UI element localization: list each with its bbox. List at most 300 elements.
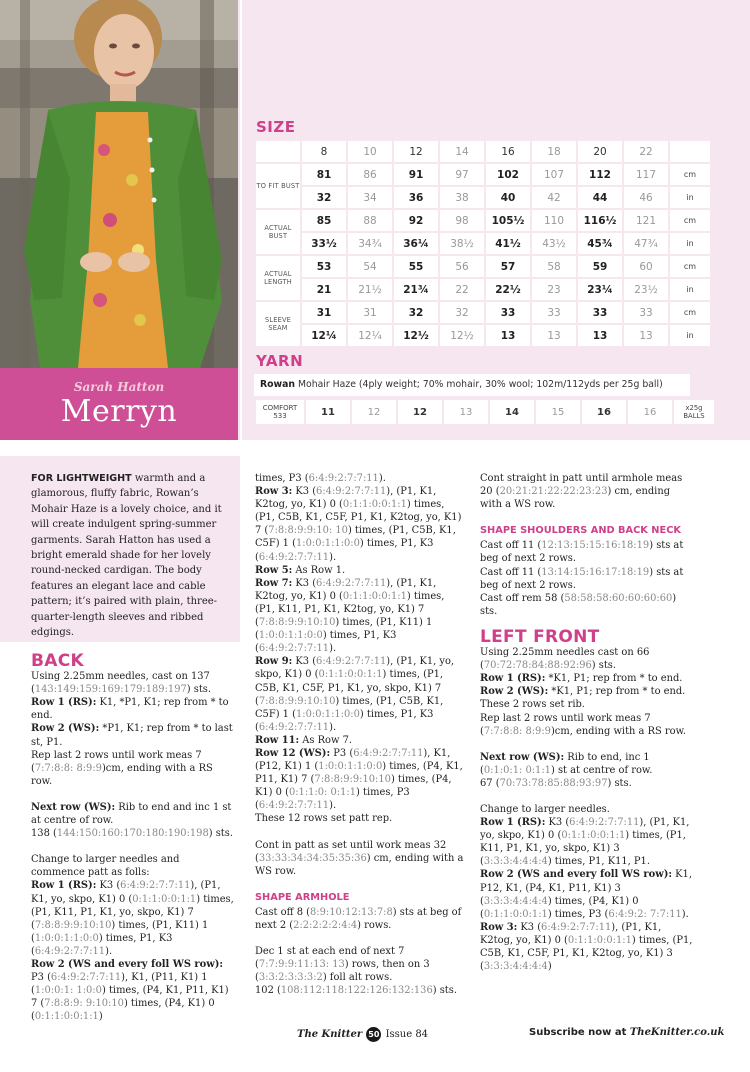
row-label: Row 1 (RS): [31, 697, 97, 709]
unit-corner [670, 141, 710, 162]
value-cell: 54 [348, 256, 392, 277]
value-cell: 32 [302, 187, 346, 208]
row-label: Row 3: [255, 486, 293, 498]
size-values: 7:7:8:8: 8:9:9 [483, 725, 551, 737]
row-label: SLEEVE SEAM [256, 302, 300, 346]
ball-count: 14 [490, 400, 534, 424]
text: ) st at centre of row. [550, 764, 653, 776]
value-cell: 41½ [486, 233, 530, 254]
text: Rep last 2 rows until work meas 7 ( [480, 712, 651, 737]
measurement-row [256, 256, 710, 277]
row-label: TO FIT BUST [256, 164, 300, 208]
row-label: ACTUAL LENGTH [256, 256, 300, 300]
text: ). [378, 473, 386, 484]
text: ) times, (P4, K1, P11, K1) 7 ( [31, 985, 229, 1010]
value-cell: 13 [532, 325, 576, 346]
text: )cm, ending with a RS row. [31, 762, 213, 787]
text: ) cm, ending with a WS row. [255, 852, 464, 877]
value-cell: 23¼ [578, 279, 622, 300]
text: ) times, (P1, K11, P1, K1, yo, skpo, K1) 3 ( [480, 830, 686, 868]
instruction: Change to larger needles and commence patt as folls: [31, 854, 180, 879]
row-label: Row 2 (WS and every foll WS row): [31, 958, 224, 970]
value-cell: 88 [348, 210, 392, 231]
value-cell: 23½ [624, 279, 668, 300]
intro-text [31, 471, 231, 640]
text: Cast off 11 ( [480, 566, 542, 578]
text: ) times, P1, K11, P1. [547, 856, 650, 868]
value-cell: 55 [394, 256, 438, 277]
size-heading: SIZE [256, 118, 296, 136]
text: )cm, ending with a RS row. [550, 725, 687, 737]
value-cell: 36¼ [394, 233, 438, 254]
text: ) times, (P1, C5B, K1, C5F) 1 ( [255, 525, 456, 550]
instruction: These 12 rows set patt rep. [255, 813, 393, 825]
text: Rib to end, inc 1 ( [480, 751, 650, 776]
value-cell: 38½ [440, 233, 484, 254]
text: ), (P1, K1, K2tog, yo, K1) 0 ( [480, 921, 662, 946]
value-cell: 112 [578, 164, 622, 185]
size-values: 1:0:0:1:1:0:0 [34, 932, 99, 944]
value-cell: 85 [302, 210, 346, 231]
instruction [480, 685, 694, 698]
issue-number: Issue 84 [385, 1029, 429, 1040]
instruction [31, 749, 236, 788]
instruction [255, 906, 467, 932]
value-cell: 34¾ [348, 233, 392, 254]
unit-cell: cm [670, 302, 710, 323]
text: ), (P1, K1, yo, skpo, K1) 0 ( [31, 880, 221, 905]
instruction [255, 747, 467, 812]
unit-cell: cm [670, 164, 710, 185]
size-values: 6:4:9:2:7:7:11 [316, 577, 387, 589]
text: ) rows. [357, 920, 392, 931]
text: P3 ( [330, 747, 354, 759]
instruction [255, 577, 467, 656]
text: 67 ( [480, 777, 500, 789]
measurement-row [256, 210, 710, 231]
value-cell: 34 [348, 187, 392, 208]
row-label: Row 1 (RS): [31, 880, 97, 892]
ball-count: 11 [306, 400, 350, 424]
text: ) times, P3 ( [547, 908, 609, 920]
text: ) sts at beg of next 2 rows. [480, 566, 684, 591]
value-cell: 33 [532, 302, 576, 323]
text: ) sts. [607, 777, 632, 789]
ball-count: 16 [582, 400, 626, 424]
measurement-row [256, 164, 710, 185]
column-2 [255, 472, 467, 997]
row-label: Next row (WS): [480, 751, 565, 763]
shape-shoulders-heading: SHAPE SHOULDERS AND BACK NECK [480, 525, 681, 537]
left-front-heading: LEFT FRONT [480, 626, 600, 647]
size-cell: 16 [486, 141, 530, 162]
text: Cont straight in patt until armhole meas 20 ( [480, 473, 683, 498]
text: ) times, (P4, K1) 0 ( [480, 895, 639, 920]
text: ). [329, 643, 337, 655]
text: *K1, P1; rep from * to end. [548, 686, 686, 698]
text: ) sts at beg of next 2 ( [255, 906, 462, 931]
model-photo [0, 0, 238, 368]
size-values: 6:4:9:2:7:7:11 [541, 921, 612, 933]
text: ) times, P1, K3 ( [31, 932, 173, 957]
row-label: Row 3: [480, 921, 518, 933]
text: ). [105, 945, 113, 957]
text: Cast off rem 58 ( [480, 592, 565, 604]
text: Rep last 2 rows until work meas 7 ( [31, 749, 202, 774]
row-label: Row 12 (WS): [255, 747, 331, 759]
size-values: 6:4:9:2:7:7:11 [258, 643, 330, 655]
text: Cast off 8 ( [255, 906, 310, 918]
instruction [31, 696, 236, 722]
instruction [480, 472, 694, 511]
instruction [480, 868, 694, 920]
instruction [480, 539, 694, 565]
value-cell: 57 [486, 256, 530, 277]
text: Using 2.25mm needles cast on 66 ( [480, 647, 650, 672]
value-cell: 81 [302, 164, 346, 185]
value-cell: 117 [624, 164, 668, 185]
size-values: 13:14:15:16:17:18:19 [541, 566, 650, 578]
ball-count: 16 [628, 400, 672, 424]
instruction [255, 945, 467, 984]
text: K3 ( [545, 817, 570, 829]
row-label: Row 9: [255, 656, 293, 668]
value-cell: 59 [578, 256, 622, 277]
size-values: 6:4:9:2:7:7:11 [50, 972, 122, 984]
text: K3 ( [517, 921, 542, 933]
value-cell: 33 [486, 302, 530, 323]
page-number: 50 [366, 1027, 381, 1042]
value-cell: 102 [486, 164, 530, 185]
size-values: 70:72:78:84:88:92:96 [483, 660, 592, 672]
text: ) times, (P4, K1) 0 ( [255, 774, 452, 799]
value-cell: 56 [440, 256, 484, 277]
value-cell: 60 [624, 256, 668, 277]
row-label: Row 1 (RS): [480, 817, 546, 829]
yarn-row [256, 400, 714, 424]
size-values: 3:3:3:4:4:4:4 [483, 895, 548, 907]
size-values: 1:0:0:1:1:0:0 [318, 761, 383, 773]
text: Dec 1 st at each end of next 7 ( [255, 946, 405, 971]
back-heading: BACK [31, 651, 84, 671]
value-cell: 33 [624, 302, 668, 323]
size-values: 0:1:1:0:0:1:1 [342, 499, 407, 511]
measurement-row [256, 187, 710, 208]
value-cell: 12½ [394, 325, 438, 346]
text: ) times, P1, K3 ( [255, 630, 397, 655]
value-cell: 22½ [486, 279, 530, 300]
size-values: 1:0:0:1:1:0:0 [258, 630, 323, 642]
magazine-name: The Knitter [297, 1029, 363, 1040]
text: ) rows, then on 3 ( [255, 959, 430, 984]
yarn-brand: Rowan [260, 379, 296, 390]
footer-subscribe [529, 1027, 724, 1038]
text: K3 ( [96, 880, 121, 892]
size-row [256, 141, 710, 162]
text: ). [329, 721, 337, 733]
text: times, P3 ( [255, 473, 309, 484]
value-cell: 33½ [302, 233, 346, 254]
size-values: 6:4:9:2:7:7:11 [120, 880, 191, 892]
instruction: Change to larger needles. [480, 803, 610, 815]
size-values: 0:1:1:0:0:1:1 [132, 893, 197, 905]
text: ) [98, 1011, 103, 1023]
unit-cell: in [670, 233, 710, 254]
size-values: 3:3:3:4:4:4:4 [483, 961, 548, 973]
size-values: 108:112:118:122:126:132:136 [280, 985, 433, 997]
text: ) foll alt rows. [322, 972, 393, 984]
ball-unit: x25g BALLS [674, 400, 714, 424]
size-cell: 20 [578, 141, 622, 162]
row-label: Row 7: [255, 577, 293, 589]
instruction [255, 984, 467, 997]
pattern-title: Merryn [60, 394, 178, 429]
row-label: Row 2 (WS and every foll WS row): [480, 869, 673, 881]
text: K3 ( [292, 486, 317, 498]
value-cell: 98 [440, 210, 484, 231]
size-values: 6:4:9:2: 7:7:11 [608, 908, 682, 920]
size-values: 7:8:8:9:9:10:10 [314, 774, 391, 786]
text: *P1, K1; rep from * to last st, P1. [31, 723, 233, 748]
yarn-heading: YARN [256, 352, 304, 370]
text: As Row 7. [299, 734, 352, 746]
value-cell: 116½ [578, 210, 622, 231]
size-values: 1:0:0:1: 1:0:0 [34, 985, 102, 997]
size-values: 6:4:9:2:7:7:11 [316, 486, 387, 498]
instruction [480, 816, 694, 868]
size-values: 0:1:1:0: 0:1:1 [288, 787, 357, 799]
size-values: 12:13:15:15:16:18:19 [541, 540, 650, 552]
text: K1, *P1, K1; rep from * to end. [31, 697, 229, 722]
text: ) times, (P1, K11, P1, K1, yo, skpo, K1) 7 ( [31, 893, 234, 931]
value-cell: 45¾ [578, 233, 622, 254]
value-cell: 46 [624, 187, 668, 208]
instruction [255, 734, 467, 747]
text: ) sts at beg of next 2 rows. [480, 540, 684, 565]
text: ) times, (P1, C5B, K1, C5F, P1, K1, K2tog, yo, K1) 7 ( [255, 499, 462, 537]
size-values: 3:3:2:3:3:3:2 [258, 972, 323, 984]
size-cell: 22 [624, 141, 668, 162]
row-label: Row 2 (WS): [31, 723, 100, 735]
yarn-shade-label: COMFORT 533 [256, 400, 304, 424]
value-cell: 105½ [486, 210, 530, 231]
instruction [255, 839, 467, 878]
shape-armhole-heading: SHAPE ARMHOLE [255, 891, 350, 903]
value-cell: 32 [440, 302, 484, 323]
value-cell: 91 [394, 164, 438, 185]
size-values: 0:1:1:0:0:1:1 [342, 590, 407, 602]
measurement-row [256, 279, 710, 300]
value-cell: 13 [624, 325, 668, 346]
measurement-row [256, 233, 710, 254]
size-cell: 12 [394, 141, 438, 162]
size-values: 0:1:1:0:0:1:1 [561, 830, 626, 842]
value-cell: 43½ [532, 233, 576, 254]
size-values: 6:4:9:2:7:7:11 [353, 747, 424, 759]
row-label: Row 2 (WS): [480, 686, 549, 698]
instruction [480, 592, 694, 618]
panel-divider [240, 0, 242, 440]
size-values: 0:1:1:0:0:1:1 [567, 934, 632, 946]
text: K3 ( [292, 577, 317, 589]
column-3 [480, 472, 694, 973]
text: ), K1, (P12, K1) 1 ( [255, 747, 451, 773]
yarn-table [254, 398, 716, 426]
size-values: 2:2:2:2:2:4:4 [293, 920, 358, 931]
size-cell: 10 [348, 141, 392, 162]
size-cell: 14 [440, 141, 484, 162]
value-cell: 36 [394, 187, 438, 208]
instruction [255, 472, 467, 485]
text: Rib to end and inc 1 st at centre of row. [31, 801, 232, 827]
instruction [255, 564, 467, 577]
size-values: 6:4:9:2:7:7:11 [34, 945, 106, 957]
text: ) sts. [208, 828, 233, 840]
text: Cont in patt as set until work meas 32 ( [255, 839, 447, 864]
size-values: 0:1:0:1: 0:1:1 [483, 764, 551, 776]
value-cell: 21¾ [394, 279, 438, 300]
row-label: Next row (WS): [31, 801, 116, 813]
instruction [31, 801, 236, 827]
unit-cell: cm [670, 256, 710, 277]
text: ) times, (P1, K11) 1 ( [255, 617, 433, 642]
size-values: 7:8:8:9: 9:10:10 [44, 998, 124, 1010]
text: ). [681, 908, 689, 920]
row-label: Row 5: [255, 564, 293, 576]
size-corner [256, 141, 300, 162]
instruction [255, 655, 467, 734]
yarn-spec: Mohair Haze (4ply weight; 70% mohair, 30% wool; 102m/112yds per 25g ball) [298, 379, 663, 390]
text: ) sts. [591, 660, 617, 672]
size-values: 144:150:160:170:180:190:198 [56, 828, 209, 840]
value-cell: 47¾ [624, 233, 668, 254]
size-values: 3:3:3:4:4:4:4 [483, 856, 548, 868]
row-label: Row 11: [255, 734, 300, 746]
value-cell: 110 [532, 210, 576, 231]
text: ). [329, 551, 337, 563]
text: Cast off 11 ( [480, 540, 542, 552]
ball-count: 12 [398, 400, 442, 424]
text: 102 ( [255, 985, 281, 997]
value-cell: 86 [348, 164, 392, 185]
value-cell: 13 [486, 325, 530, 346]
value-cell: 33 [578, 302, 622, 323]
instruction [480, 672, 694, 685]
text: ), (P1, K1, yo, skpo, K1) 0 ( [255, 656, 455, 681]
size-values: 58:58:58:60:60:60:60 [564, 592, 673, 604]
value-cell: 42 [532, 187, 576, 208]
instruction [480, 751, 694, 790]
value-cell: 92 [394, 210, 438, 231]
text: ) sts. [480, 592, 677, 617]
text: ) times, (P1, C5B, K1, C5F) 1 ( [255, 695, 444, 720]
footer-issue [297, 1027, 428, 1042]
value-cell: 107 [532, 164, 576, 185]
unit-cell: cm [670, 210, 710, 231]
text: K3 ( [292, 656, 317, 668]
value-cell: 31 [302, 302, 346, 323]
text: ) times, (P4, K1) 0 ( [31, 998, 215, 1023]
ball-count: 15 [536, 400, 580, 424]
text: ) cm, ending with a WS row. [480, 486, 671, 511]
row-label: Row 1 (RS): [480, 673, 546, 685]
size-values: 0:1:1:0:0:1:1 [34, 1011, 99, 1023]
value-cell: 97 [440, 164, 484, 185]
size-values: 7:8:8:9:9:10:10 [258, 695, 336, 707]
text: ) times, (P1, K11, P1, K1, K2tog, yo, K1) 7 ( [255, 590, 445, 629]
text: As Row 1. [292, 564, 346, 576]
size-cell: 18 [532, 141, 576, 162]
instruction [31, 827, 236, 840]
size-values: 0:1:1:0:0:1:1 [483, 908, 548, 920]
size-values: 33:33:34:34:35:35:36 [258, 852, 367, 864]
size-values: 8:9:10:12:13:7:8 [310, 906, 393, 918]
instruction [31, 670, 236, 696]
text: ) sts. [432, 985, 457, 997]
yarn-description [254, 374, 690, 396]
text: ) times, (P4, K1, P11, K1) 7 ( [255, 761, 463, 786]
size-values: 7:8:8:9:9:10: 10 [268, 525, 348, 537]
size-table [254, 139, 712, 348]
value-cell: 38 [440, 187, 484, 208]
website-link[interactable]: TheKnitter.co.uk [629, 1027, 725, 1038]
size-values: 6:4:9:2:7:7:11 [258, 721, 330, 733]
value-cell: 12¼ [348, 325, 392, 346]
value-cell: 21 [302, 279, 346, 300]
text: ). [329, 800, 337, 812]
value-cell: 58 [532, 256, 576, 277]
size-values: 6:4:9:2:7:7:11 [258, 551, 330, 563]
value-cell: 31 [348, 302, 392, 323]
value-cell: 12¼ [302, 325, 346, 346]
column-1 [31, 651, 236, 1023]
text: ) [547, 961, 552, 973]
unit-cell: in [670, 325, 710, 346]
unit-cell: in [670, 187, 710, 208]
size-values: 6:4:9:2:7:7:11 [569, 817, 640, 829]
instruction [255, 485, 467, 564]
size-values: 143:149:159:169:179:189:197 [34, 684, 187, 696]
size-values: 20:21:21:22:22:23:23 [499, 486, 608, 498]
size-values: 7:7:8:8: 8:9:9 [34, 762, 102, 774]
instruction [480, 712, 694, 738]
text: *K1, P1; rep from * to end. [545, 673, 683, 685]
text: Using 2.25mm needles, cast on 137 ( [31, 671, 210, 696]
size-values: 7:8:8:9:9:10:10 [34, 919, 112, 931]
size-values: 7:8:8:9:9:10:10 [258, 617, 336, 629]
value-cell: 44 [578, 187, 622, 208]
size-values: 7:7:9:9:11:13: 13 [258, 959, 345, 971]
text: ), K1, (P11, K1) 1 ( [31, 972, 208, 997]
subscribe-text: Subscribe now at [529, 1027, 630, 1038]
instruction: These 2 rows set rib. [480, 699, 585, 711]
value-cell: 53 [302, 256, 346, 277]
value-cell: 12½ [440, 325, 484, 346]
text: ) times, P3 ( [255, 787, 410, 812]
text: ), (P1, K1, K2tog, yo, K1) 0 ( [255, 486, 437, 511]
unit-cell: in [670, 279, 710, 300]
ball-count: 12 [352, 400, 396, 424]
text: ) times, (P1, K11) 1 ( [31, 919, 209, 944]
instruction [480, 646, 694, 672]
instruction [480, 566, 694, 592]
text: ) times, P1, K3 ( [255, 708, 434, 733]
text: ) times, (P1, C5B, K1, C5F, P1, K1, K2tog, yo, K1) 3 ( [480, 934, 693, 973]
text: ), (P1, K1, yo, skpo, K1) 0 ( [480, 817, 690, 842]
designer-name: Sarah Hatton [73, 380, 165, 394]
ball-count: 13 [444, 400, 488, 424]
title-block [0, 368, 238, 440]
